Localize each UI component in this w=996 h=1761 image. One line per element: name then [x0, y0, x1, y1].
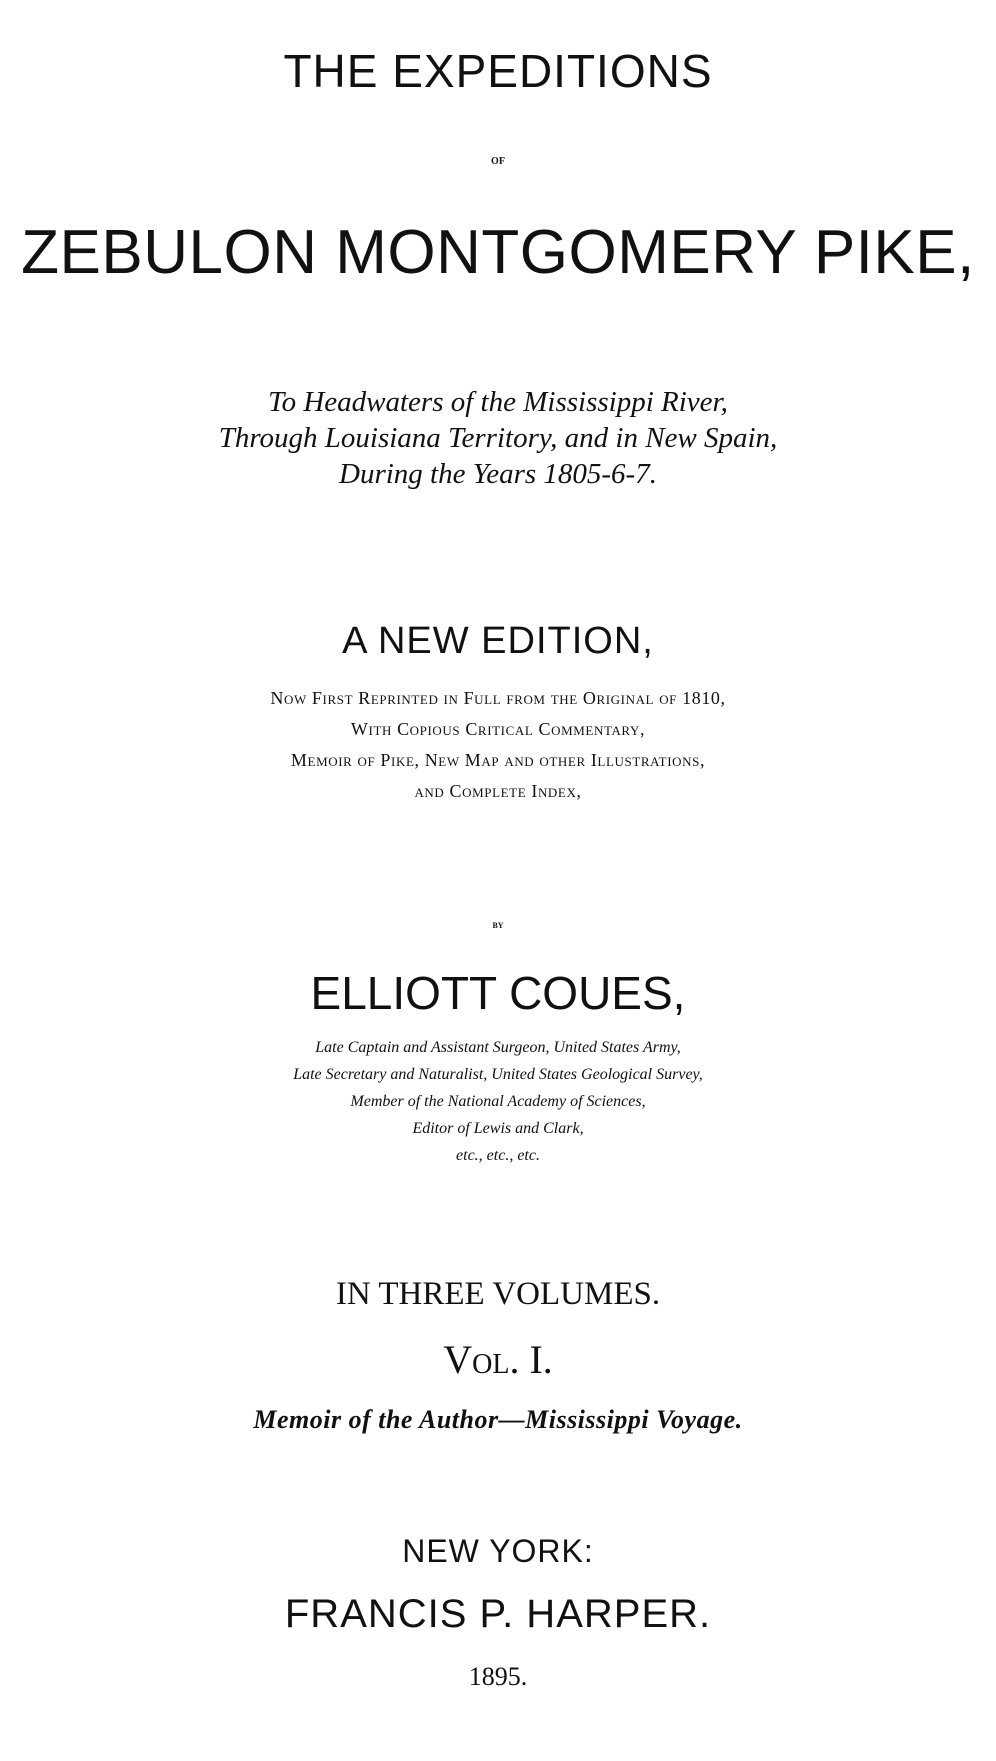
subtitle-line: To Headwaters of the Mississippi River,: [268, 386, 728, 418]
edition-line: Now First Reprinted in Full from the Original of 1810,: [270, 688, 726, 708]
publication-year: 1895.: [468, 1662, 528, 1691]
subtitle-line: During the Years 1805-6-7.: [339, 458, 657, 490]
volume-number: Vol. I.: [443, 1337, 553, 1382]
edition-details: [0, 683, 996, 807]
publisher-name: FRANCIS P. HARPER.: [284, 1592, 712, 1636]
edition-line: and Complete Index,: [414, 781, 582, 801]
author-credentials: [0, 1034, 996, 1169]
publication-city: NEW YORK:: [402, 1533, 594, 1569]
volume-count: IN THREE VOLUMES.: [335, 1276, 661, 1312]
edition-line: With Copious Critical Commentary,: [350, 719, 646, 739]
subtitle-line: Through Louisiana Territory, and in New Spain,: [218, 422, 778, 454]
volume-subject: Memoir of the Author—Mississippi Voyage.: [253, 1405, 743, 1434]
credential-line: Member of the National Academy of Sciences,: [350, 1093, 646, 1110]
credential-line: Editor of Lewis and Clark,: [412, 1120, 584, 1137]
subtitle-block: [0, 384, 996, 492]
author-name: ELLIOTT COUES,: [310, 967, 686, 1019]
edition-heading: A NEW EDITION,: [342, 620, 654, 662]
edition-line: Memoir of Pike, New Map and other Illustrations,: [290, 750, 706, 770]
of-connector: of: [491, 153, 505, 168]
by-connector: by: [492, 917, 504, 931]
book-title-heading: THE EXPEDITIONS: [283, 45, 713, 97]
credential-line: etc., etc., etc.: [456, 1147, 540, 1164]
credential-line: Late Secretary and Naturalist, United States Geological Survey,: [293, 1066, 703, 1083]
subject-name: ZEBULON MONTGOMERY PIKE,: [21, 218, 975, 287]
credential-line: Late Captain and Assistant Surgeon, United States Army,: [315, 1039, 681, 1056]
